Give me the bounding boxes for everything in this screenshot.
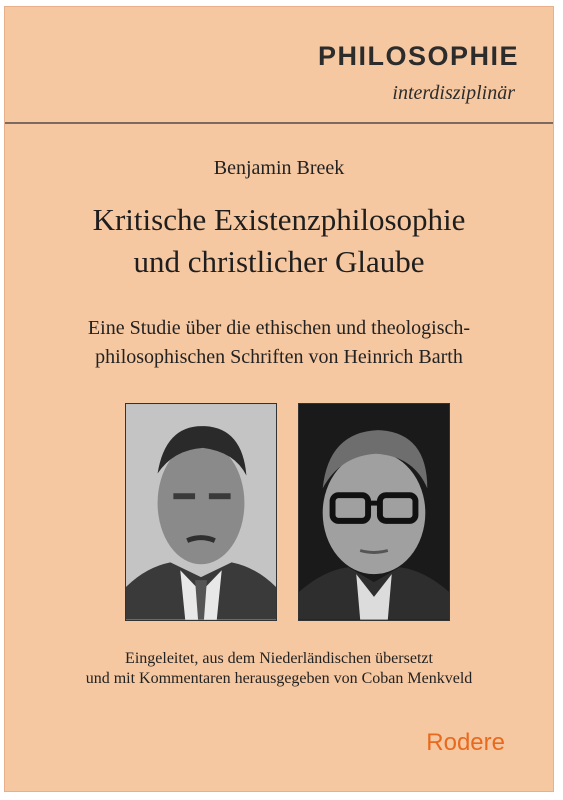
author-name: Benjamin Breek (213, 157, 345, 179)
book-cover (4, 6, 554, 792)
portrait-photo-right (298, 403, 450, 621)
publisher-logo: Rodere (426, 729, 505, 756)
book-title-line-1: Kritische Existenzphilosophie (92, 202, 466, 237)
introduction-line-2: und mit Kommentaren herausgegeben von Coban Menkveld (85, 670, 473, 687)
portrait-photo-left (125, 403, 277, 621)
book-subtitle (5, 314, 553, 372)
introduction-line-1: Eingeleitet, aus dem Niederländischen übersetzt (125, 650, 433, 667)
book-subtitle-line-1: Eine Studie über die ethischen und theologisch- (87, 317, 471, 339)
book-title-line-2: und christlicher Glaube (133, 244, 425, 279)
series-divider (5, 122, 553, 124)
book-title (5, 199, 553, 283)
series-subtitle: interdisziplinär (392, 82, 515, 104)
portrait-left-image (126, 404, 276, 620)
series-title: PHILOSOPHIE (317, 41, 519, 71)
portrait-right-image (299, 404, 449, 620)
book-subtitle-line-2: philosophischen Schriften von Heinrich Barth (95, 346, 463, 368)
introduction-credit (5, 649, 553, 689)
